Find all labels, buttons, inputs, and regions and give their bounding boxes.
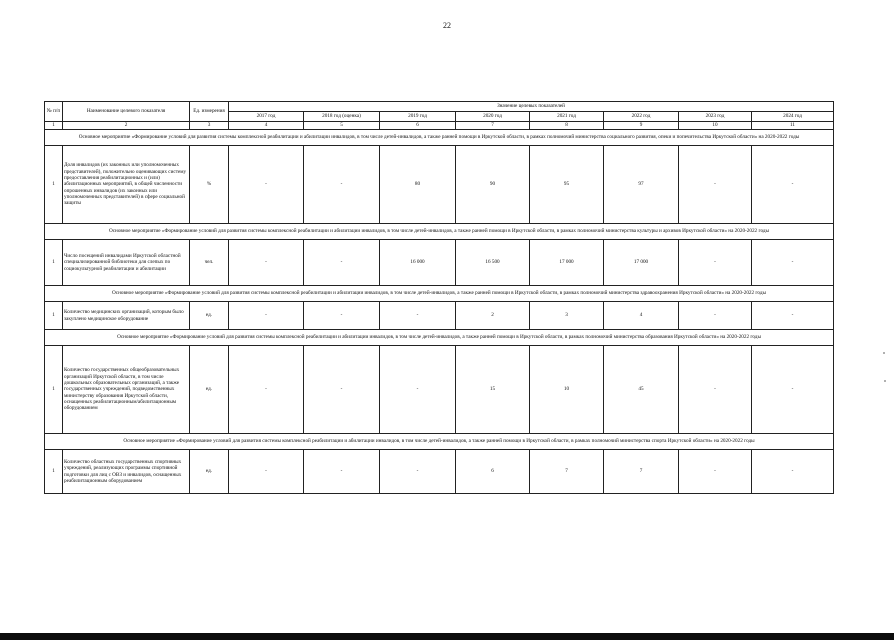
target-indicators-table [44, 101, 834, 494]
value-cell: 16 500 [456, 240, 530, 286]
year-header: 2024 год [752, 112, 834, 122]
value-cell: - [304, 450, 380, 494]
table-row [45, 146, 834, 224]
year-header: 2019 год [380, 112, 456, 122]
value-cell: - [679, 346, 752, 434]
value-cell: - [380, 302, 456, 330]
column-index: 2 [63, 122, 190, 130]
value-cell: 4 [604, 302, 679, 330]
table-row [45, 346, 834, 434]
value-cell: - [752, 146, 834, 224]
row-number: 1 [45, 346, 63, 434]
value-cell: 90 [456, 146, 530, 224]
section-title-row [45, 224, 834, 240]
header-row [45, 102, 834, 112]
indicator-name: Количество медицинских организаций, которым было закуплено медицинское оборудование [63, 302, 190, 330]
value-cell: - [752, 450, 834, 494]
value-cell: 80 [380, 146, 456, 224]
value-cell: 7 [604, 450, 679, 494]
unit-cell: чел. [190, 240, 229, 286]
year-header: 2023 год [679, 112, 752, 122]
indicator-name: Количество областных государственных спортивных учреждений, реализующих программы спортивной подготовки для лиц с ОВЗ и инвалидов, оснащенных реабилитационным оборудованием [63, 450, 190, 494]
unit-column-header: Ед. измерения [190, 102, 229, 122]
section-title-row [45, 286, 834, 302]
section-title: Основное мероприятие «Формирование условий для развития системы комплексной реабилитации и абилитации инвалидов, в том числе детей-инвалидов, а также ранней помощи в Иркутской области, в рамках полномочий министерства культуры и архивов Иркутской области» на 2020-2022 годы [45, 224, 834, 240]
row-number: 1 [45, 146, 63, 224]
value-cell: 3 [530, 302, 604, 330]
table-row [45, 450, 834, 494]
section-title: Основное мероприятие «Формирование условий для развития системы комплексной реабилитации и абилитации инвалидов, в том числе детей-инвалидов, а также ранней помощи в Иркутской области, в рамках полномочий министерства спорта Иркутской области» на 2020-2022 годы [45, 434, 834, 450]
value-cell: - [752, 346, 834, 434]
value-cell: 45 [604, 346, 679, 434]
unit-cell: % [190, 146, 229, 224]
section-title-row [45, 330, 834, 346]
value-cell: 95 [530, 146, 604, 224]
value-cell: - [679, 240, 752, 286]
num-column-header: № п/п [45, 102, 63, 122]
row-number: 1 [45, 240, 63, 286]
value-cell: - [679, 302, 752, 330]
value-cell: - [229, 450, 304, 494]
scan-edge-bar [0, 633, 894, 640]
value-cell: 17 000 [604, 240, 679, 286]
value-cell: - [229, 302, 304, 330]
column-index: 11 [752, 122, 834, 130]
value-cell: - [304, 302, 380, 330]
column-index-row [45, 122, 834, 130]
value-cell: 97 [604, 146, 679, 224]
table-row [45, 240, 834, 286]
section-title: Основное мероприятие «Формирование условий для развития системы комплексной реабилитации и абилитации инвалидов, в том числе детей-инвалидов, а также ранней помощи в Иркутской области, в рамках полномочий министерства здравоохранения Иркутской области» на 2020-2022 годы [45, 286, 834, 302]
table-row [45, 302, 834, 330]
column-index: 9 [604, 122, 679, 130]
column-index: 7 [456, 122, 530, 130]
value-cell: - [304, 146, 380, 224]
name-column-header: Наименование целевого показателя [63, 102, 190, 122]
value-cell: - [752, 302, 834, 330]
column-index: 3 [190, 122, 229, 130]
unit-cell: ед. [190, 302, 229, 330]
values-group-header: Значение целевых показателей [229, 102, 834, 112]
year-header: 2017 год [229, 112, 304, 122]
value-cell: 17 000 [530, 240, 604, 286]
section-title: Основное мероприятие «Формирование условий для развития системы комплексной реабилитации и абилитации инвалидов, в том числе детей-инвалидов, а также ранней помощи в Иркутской области, в рамках полномочий министерства социального развития, опеки и попечительства Иркутской области» на 2020-2022 годы [45, 130, 834, 146]
value-cell: 16 000 [380, 240, 456, 286]
value-cell: 7 [530, 450, 604, 494]
indicator-name: Количество государственных общеобразовательных организаций Иркутской области, в том числе дошкольных образовательных организаций, а также государственных учреждений, подведомственных министерству образования Иркутской области, оснащенных реабилитационным/абилитационным оборудованием [63, 346, 190, 434]
section-title-row [45, 130, 834, 146]
column-index: 6 [380, 122, 456, 130]
value-cell: - [304, 346, 380, 434]
column-index: 4 [229, 122, 304, 130]
section-title-row [45, 434, 834, 450]
column-index: 8 [530, 122, 604, 130]
value-cell: - [304, 240, 380, 286]
year-header: 2018 год (оценка) [304, 112, 380, 122]
value-cell: - [229, 146, 304, 224]
column-index: 10 [679, 122, 752, 130]
value-cell: - [229, 346, 304, 434]
row-number: 1 [45, 302, 63, 330]
value-cell: 15 [456, 346, 530, 434]
indicator-name: Число посещений инвалидами Иркутской областной специализированной библиотеки для слепых по социокультурной реабилитации и абилитации [63, 240, 190, 286]
year-header: 2020 год [456, 112, 530, 122]
year-header: 2022 год [604, 112, 679, 122]
value-cell: - [679, 146, 752, 224]
unit-cell: ед. [190, 346, 229, 434]
value-cell: - [679, 450, 752, 494]
scan-speck [884, 380, 886, 382]
scan-speck [883, 352, 885, 354]
year-header: 2021 год [530, 112, 604, 122]
column-index: 1 [45, 122, 63, 130]
indicator-name: Доля инвалидов (их законных или уполномоченных представителей), положительно оценивающих систему предоставления реабилитационных и (или) абилитационных мероприятий, в общей численности опрошенных инвалидов (их законных или уполномоченных представителей) в сфере социальной защиты [63, 146, 190, 224]
unit-cell: ед. [190, 450, 229, 494]
column-index: 5 [304, 122, 380, 130]
value-cell: 10 [530, 346, 604, 434]
value-cell: - [380, 450, 456, 494]
page-number: 22 [443, 21, 451, 30]
value-cell: - [380, 346, 456, 434]
section-title: Основное мероприятие «Формирование условий для развития системы комплексной реабилитации и абилитации инвалидов, в том числе детей-инвалидов, а также ранней помощи в Иркутской области, в рамках полномочий министерства образования Иркутской области» на 2020-2022 годы [45, 330, 834, 346]
value-cell: - [229, 240, 304, 286]
value-cell: - [752, 240, 834, 286]
row-number: 1 [45, 450, 63, 494]
value-cell: 2 [456, 302, 530, 330]
value-cell: 6 [456, 450, 530, 494]
